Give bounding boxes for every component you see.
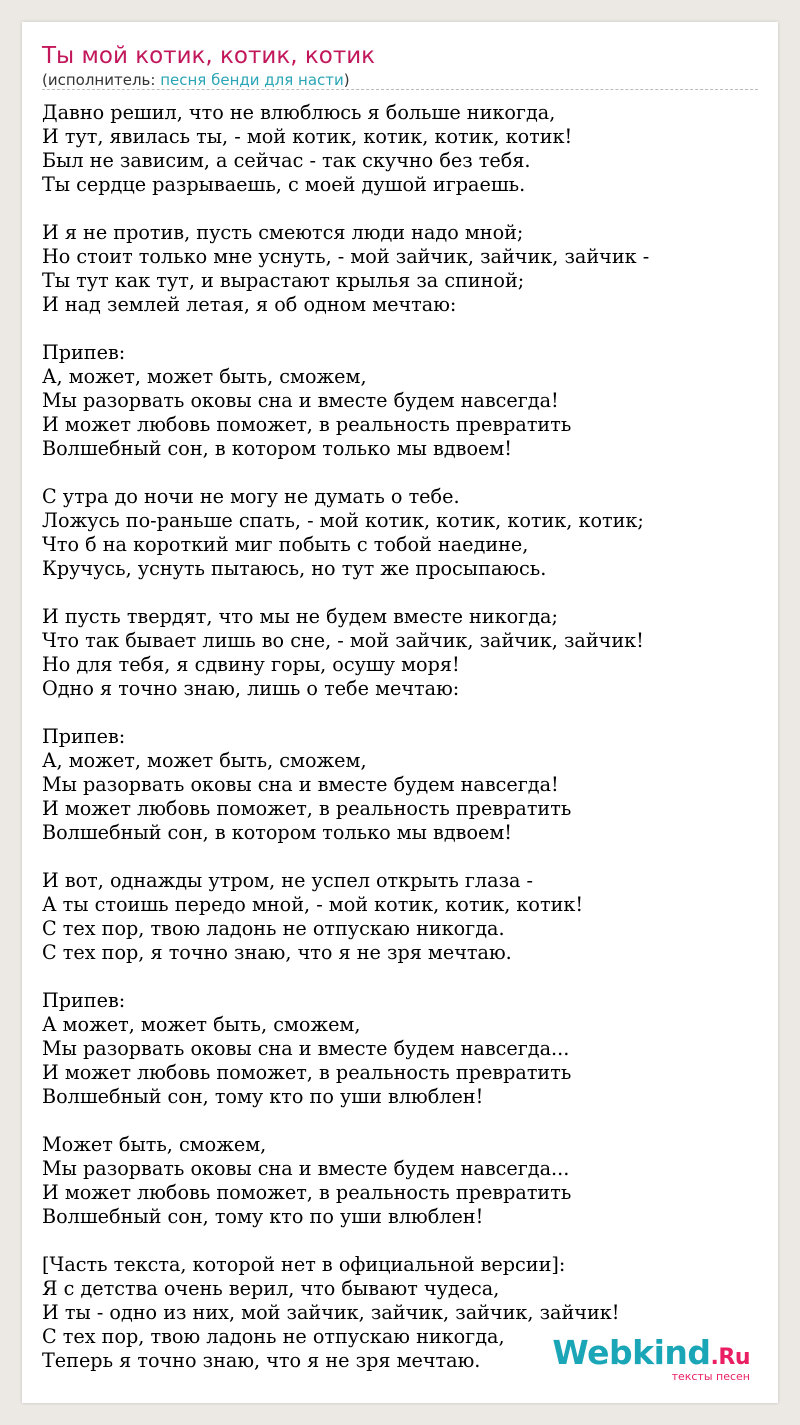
lyrics-line: Ложусь по-раньше спать, - мой котик, котик, котик, котик; [42,509,644,532]
lyrics-line: Мы разорвать оковы сна и вместе будем навсегда... [42,1157,570,1180]
lyrics-line: С тех пор, я точно знаю, что я не зря мечтаю. [42,941,512,964]
lyrics-line: С тех пор, твою ладонь не отпускаю никогда, [42,1325,505,1348]
lyrics-line: С тех пор, твою ладонь не отпускаю никогда. [42,917,505,940]
lyrics-line: А, может, может быть, сможем, [42,749,367,772]
lyrics-blank-line [42,1109,758,1133]
lyrics-line: Мы разорвать оковы сна и вместе будем навсегда... [42,1037,570,1060]
lyrics-blank-line [42,965,758,989]
lyrics-line: Припев: [42,725,126,748]
lyrics-line: Одно я точно знаю, лишь о тебе мечтаю: [42,677,460,700]
lyrics-line: И может любовь поможет, в реальность превратить [42,1181,572,1204]
lyrics-line: И вот, однажды утром, не успел открыть глаза - [42,869,534,892]
lyrics-line: Но стоит только мне уснуть, - мой зайчик, зайчик, зайчик - [42,245,650,268]
lyrics-line: И может любовь поможет, в реальность превратить [42,413,572,436]
lyrics-text [42,101,758,1373]
lyrics-line: Волшебный сон, тому кто по уши влюблен! [42,1205,484,1228]
title-divider [42,89,758,90]
lyrics-line: Ты тут как тут, и вырастают крылья за спиной; [42,269,525,292]
performer-line [42,71,350,89]
lyrics-line: Мы разорвать оковы сна и вместе будем навсегда! [42,389,559,412]
watermark-brand: Webkind [552,1333,711,1372]
lyrics-line: Но для тебя, я сдвину горы, осушу моря! [42,653,460,676]
lyrics-line: Припев: [42,989,126,1012]
lyrics-line: [Часть текста, которой нет в официальной версии]: [42,1253,566,1276]
lyrics-line: Волшебный сон, в котором только мы вдвоем! [42,821,512,844]
lyrics-blank-line [42,845,758,869]
song-title: Ты мой котик, котик, котик [42,43,376,69]
lyrics-line: И тут, явилась ты, - мой котик, котик, котик, котик! [42,125,573,148]
lyrics-line: Мы разорвать оковы сна и вместе будем навсегда! [42,773,559,796]
watermark-tld: .Ru [710,1345,750,1370]
lyrics-line: Давно решил, что не влюблюсь я больше никогда, [42,101,556,124]
lyrics-line: Я с детства очень верил, что бывают чудеса, [42,1277,500,1300]
lyrics-card [22,22,778,1403]
lyrics-line: Что б на короткий миг побыть с тобой наедине, [42,533,529,556]
lyrics-line: И я не против, пусть смеются люди надо мной; [42,221,524,244]
performer-link[interactable]: песня бенди для насти [160,71,344,89]
lyrics-line: Волшебный сон, тому кто по уши влюблен! [42,1085,484,1108]
lyrics-line: Может быть, сможем, [42,1133,267,1156]
lyrics-line: Волшебный сон, в котором только мы вдвоем! [42,437,512,460]
lyrics-blank-line [42,581,758,605]
performer-suffix: ) [343,71,350,89]
lyrics-line: С утра до ночи не могу не думать о тебе. [42,485,460,508]
performer-prefix: (исполнитель: [42,71,161,89]
lyrics-blank-line [42,197,758,221]
lyrics-line: И может любовь поможет, в реальность превратить [42,797,572,820]
lyrics-blank-line [42,1229,758,1253]
lyrics-blank-line [42,461,758,485]
lyrics-line: Припев: [42,341,126,364]
lyrics-line: Ты сердце разрываешь, с моей душой играешь. [42,173,526,196]
lyrics-line: И пусть твердят, что мы не будем вместе никогда; [42,605,558,628]
lyrics-line: А ты стоишь передо мной, - мой котик, котик, котик! [42,893,584,916]
watermark-tagline: тексты песен [671,1370,750,1383]
lyrics-line: И ты - одно из них, мой зайчик, зайчик, зайчик, зайчик! [42,1301,620,1324]
lyrics-line: Что так бывает лишь во сне, - мой зайчик, зайчик, зайчик! [42,629,644,652]
lyrics-blank-line [42,317,758,341]
lyrics-line: И может любовь поможет, в реальность превратить [42,1061,572,1084]
site-watermark [552,1333,750,1383]
lyrics-line: Теперь я точно знаю, что я не зря мечтаю. [42,1349,481,1372]
lyrics-blank-line [42,701,758,725]
lyrics-line: А может, может быть, сможем, [42,1013,361,1036]
lyrics-line: А, может, может быть, сможем, [42,365,367,388]
lyrics-line: Кручусь, уснуть пытаюсь, но тут же просыпаюсь. [42,557,547,580]
lyrics-line: И над землей летая, я об одном мечтаю: [42,293,457,316]
lyrics-line: Был не зависим, а сейчас - так скучно без тебя. [42,149,531,172]
